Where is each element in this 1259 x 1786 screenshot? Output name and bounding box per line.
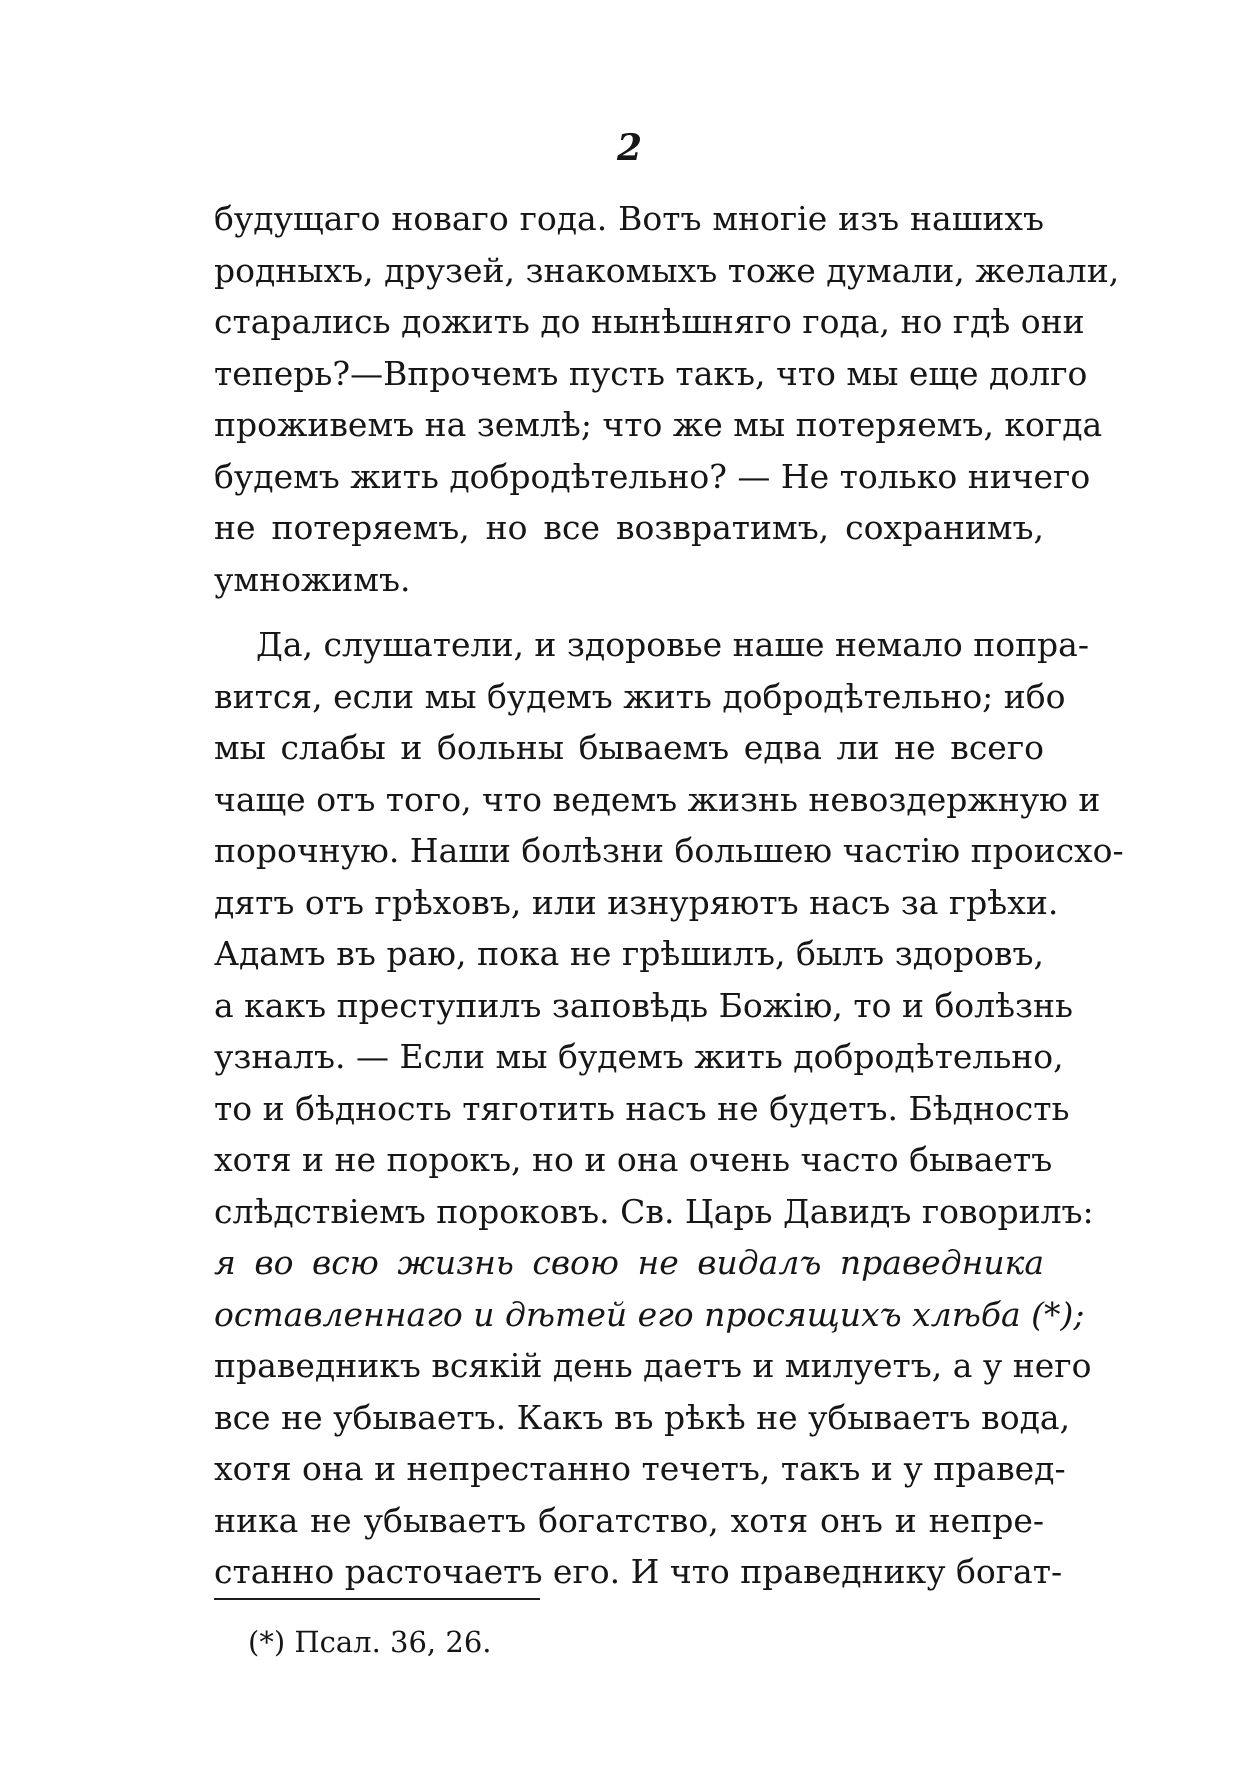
text-line: узналъ. — Если мы будемъ жить добродѣтельно, [214, 1037, 1064, 1076]
text-line: слѣдствіемъ пороковъ. Св. Царь Давидъ говорилъ: [214, 1191, 1094, 1231]
text-line: хотя она и непрестанно течетъ, такъ и у правед- [214, 1449, 1066, 1488]
text-line: дятъ отъ грѣховъ, или изнуряютъ насъ за грѣхи. [214, 882, 1059, 922]
page-number: 2 [616, 127, 643, 169]
text-line: мы слабы и больны бываемъ едва ли не всего [214, 728, 1044, 767]
text-line: хотя и не порокъ, но и она очень часто бываетъ [214, 1140, 1053, 1179]
footnote: (*) Псал. 36, 26. [248, 1625, 492, 1659]
text-line: умножимъ. [214, 559, 411, 599]
text-line: старались дожить до нынѣшняго года, но гдѣ они [214, 302, 1085, 341]
text-line: проживемъ на землѣ; что же мы потеряемъ, когда [214, 405, 1103, 444]
text-line: праведникъ всякій день даетъ и милуетъ, а у него [214, 1346, 1092, 1385]
body-text [214, 193, 1124, 1598]
text-line: чаще отъ того, что ведемъ жизнь невоздержную и [214, 779, 1101, 819]
text-line: теперь?—Впрочемъ пусть такъ, что мы еще долго [214, 353, 1088, 393]
text-line: Да, слушатели, и здоровье наше немало попра- [256, 625, 1090, 664]
quote-line: оставленнаго и дѣтей его просящихъ хлѣба (*); [214, 1294, 1085, 1334]
text-line: все не убываетъ. Какъ въ рѣкѣ не убываетъ вода, [214, 1397, 1071, 1437]
text-line: родныхъ, друзей, знакомыхъ тоже думали, желали, [214, 250, 1120, 290]
footnote-rule [214, 1598, 540, 1600]
text-line: вится, если мы будемъ жить добродѣтельно; ибо [214, 676, 1066, 716]
quote-line: я во всю жизнь свою не видалъ праведника [214, 1243, 1044, 1282]
text-line: Адамъ въ раю, пока не грѣшилъ, былъ здоровъ, [214, 934, 1044, 973]
text-line: будемъ жить добродѣтельно? — Не только ничего [214, 456, 1091, 496]
text-line: станно расточаетъ его. И что праведнику богат- [214, 1552, 1063, 1591]
text-line: не потеряемъ, но все возвратимъ, сохранимъ, [214, 508, 1044, 547]
text-line: будущаго новаго года. Вотъ многіе изъ нашихъ [214, 199, 1044, 238]
text-line: а какъ преступилъ заповѣдь Божію, то и болѣзнь [214, 985, 1073, 1025]
text-line: ника не убываетъ богатство, хотя онъ и непре- [214, 1500, 1044, 1540]
text-line: то и бѣдность тяготить насъ не будетъ. Бѣдность [214, 1088, 1070, 1128]
text-line: порочную. Наши болѣзни большею частію происхо- [214, 831, 1124, 870]
